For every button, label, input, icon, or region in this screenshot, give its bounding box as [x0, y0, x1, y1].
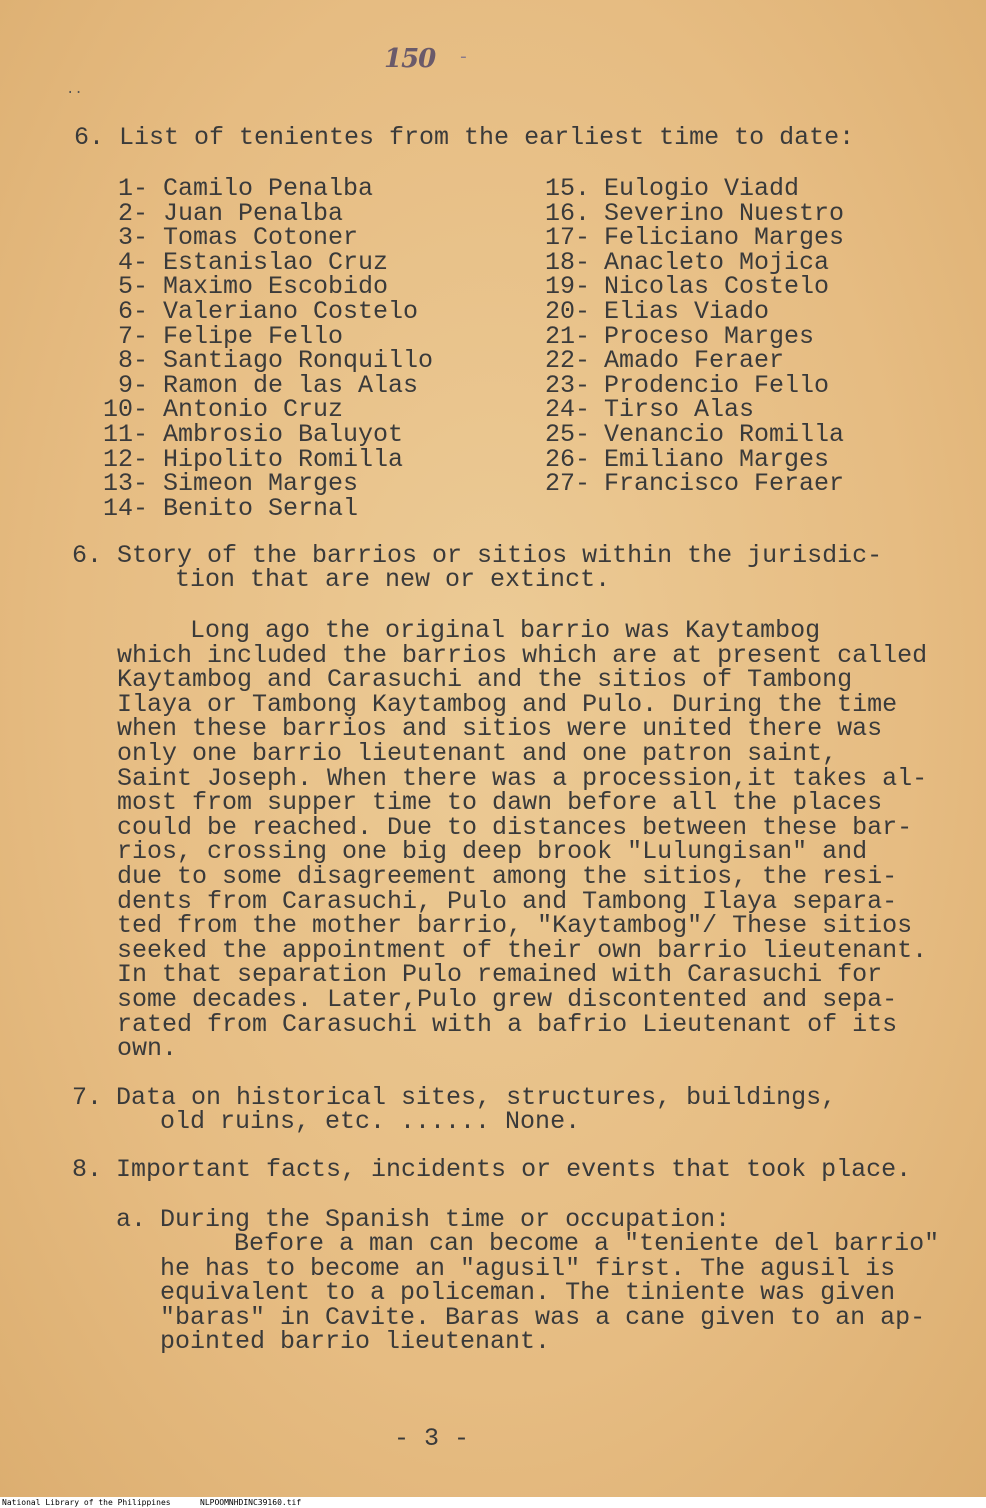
teniente-number: 21-	[544, 321, 590, 351]
teniente-number: 18-	[544, 247, 590, 277]
teniente-name: Juan Penalba	[163, 198, 344, 228]
paragraph-line: Ilaya or Tambong Kaytambog and Pulo. During the time	[117, 689, 898, 719]
subsection-heading: During the Spanish time or occupation:	[160, 1205, 731, 1234]
section-line: old ruins, etc. ...... None.	[160, 1107, 581, 1136]
teniente-name: Anacleto Mojica	[604, 247, 830, 277]
handwritten-page-mark: 150	[384, 44, 436, 74]
teniente-number: 17-	[544, 223, 590, 253]
paragraph-line: only one barrio lieutenant and one patron saint,	[117, 739, 838, 768]
archive-filename: NLPOOMNHDINC39160.tif	[200, 1498, 302, 1507]
teniente-name: Amado Feraer	[604, 346, 785, 376]
teniente-name: Estanislao Cruz	[163, 247, 389, 277]
teniente-number: 16.	[544, 198, 590, 228]
teniente-name: Simeon Marges	[163, 469, 359, 499]
teniente-number: 14-	[102, 493, 148, 523]
paragraph-line: seeked the appointment of their own barrio lieutenant.	[117, 935, 928, 965]
teniente-name: Prodencio Fello	[604, 370, 830, 400]
paragraph-line: Kaytambog and Carasuchi and the sitios of Tambong	[117, 665, 853, 695]
stray-dots: ..	[66, 82, 83, 98]
paragraph-line: most from supper time to dawn before all the places	[117, 788, 883, 818]
teniente-name: Proceso Marges	[604, 321, 815, 351]
teniente-number: 1-	[117, 174, 148, 203]
paragraph-line: he has to become an "agusil" first. The agusil is	[160, 1253, 896, 1283]
paragraph-line: Long ago the original barrio was Kaytambog	[190, 616, 821, 645]
teniente-number: 6-	[117, 297, 148, 326]
paragraph-line: dents from Carasuchi, Pulo and Tambong Ilaya separa-	[117, 886, 898, 916]
teniente-number: 5-	[117, 272, 148, 302]
subsection-label: a.	[116, 1205, 147, 1234]
archive-footer-strip	[0, 1497, 986, 1508]
paragraph-line: own.	[117, 1034, 178, 1064]
teniente-number: 15.	[544, 174, 590, 203]
section-number: 6.	[74, 123, 105, 152]
paragraph-line: ted from the mother barrio, "Kaytambog"/ These sitios	[117, 911, 913, 941]
paragraph-line: which included the barrios which are at present called	[117, 640, 928, 670]
paragraph-line: "baras" in Cavite. Baras was a cane given to an ap-	[160, 1302, 926, 1332]
teniente-number: 24-	[544, 395, 590, 425]
paragraph-line: rios, crossing one big deep brook "Lulungisan" and	[117, 837, 868, 867]
teniente-name: Tirso Alas	[604, 395, 755, 425]
paragraph-line: could be reached. Due to distances between these bar-	[117, 812, 913, 842]
teniente-number: 20-	[544, 297, 590, 326]
teniente-number: 9-	[117, 370, 148, 400]
section-number: 7.	[72, 1083, 103, 1112]
section-heading: List of tenientes from the earliest time to date:	[119, 123, 855, 152]
paragraph-line: some decades. Later,Pulo grew discontented and sepa-	[117, 985, 898, 1014]
teniente-name: Elias Viado	[604, 297, 770, 326]
teniente-number: 10-	[102, 395, 148, 425]
paragraph-line: Saint Joseph. When there was a procession,it takes al-	[117, 763, 928, 793]
teniente-name: Hipolito Romilla	[163, 444, 404, 474]
section-number: 8.	[72, 1155, 103, 1184]
paragraph-line: due to some disagreement among the sitios, the resi-	[117, 862, 898, 891]
teniente-number: 27-	[544, 469, 590, 499]
teniente-name: Camilo Penalba	[163, 174, 374, 203]
paragraph-line: equivalent to a policeman. The tiniente was given	[160, 1278, 896, 1308]
teniente-number: 12-	[102, 444, 148, 474]
teniente-name: Maximo Escobido	[163, 272, 389, 302]
teniente-name: Venancio Romilla	[604, 420, 845, 449]
teniente-number: 8-	[117, 346, 148, 376]
teniente-number: 25-	[544, 420, 590, 449]
paragraph-line: pointed barrio lieutenant.	[160, 1327, 551, 1357]
teniente-name: Severino Nuestro	[604, 198, 845, 228]
teniente-number: 19-	[544, 272, 590, 302]
teniente-name: Ambrosio Baluyot	[163, 420, 404, 449]
teniente-name: Felipe Fello	[163, 321, 344, 351]
teniente-number: 26-	[544, 444, 590, 474]
page-number: - 3 -	[394, 1424, 470, 1453]
section-heading-line: Story of the barrios or sitios within the jurisdic-	[117, 541, 883, 570]
section-heading: Important facts, incidents or events that took place.	[116, 1155, 912, 1184]
paragraph-line: rated from Carasuchi with a bafrio Lieutenant of its	[117, 1009, 898, 1039]
teniente-number: 23-	[544, 370, 590, 400]
teniente-name: Eulogio Viadd	[604, 174, 800, 203]
handwritten-dash: -	[458, 48, 469, 68]
archive-source: National Library of the Philippines	[2, 1498, 171, 1507]
section-line: Data on historical sites, structures, buildings,	[116, 1083, 837, 1112]
teniente-name: Ramon de las Alas	[163, 370, 419, 400]
teniente-name: Nicolas Costelo	[604, 272, 830, 302]
teniente-number: 22-	[544, 346, 590, 376]
section-number: 6.	[72, 541, 103, 570]
teniente-number: 3-	[117, 223, 148, 253]
teniente-name: Francisco Feraer	[604, 469, 845, 499]
section-heading-line: tion that are new or extinct.	[175, 565, 611, 594]
teniente-number: 13-	[102, 469, 148, 499]
teniente-name: Antonio Cruz	[163, 395, 344, 425]
teniente-name: Emiliano Marges	[604, 444, 830, 474]
teniente-number: 11-	[102, 420, 148, 449]
teniente-number: 2-	[117, 198, 148, 228]
paragraph-line: when these barrios and sitios were united there was	[117, 714, 883, 744]
teniente-name: Santiago Ronquillo	[163, 346, 434, 376]
teniente-number: 4-	[117, 247, 148, 277]
teniente-name: Benito Sernal	[163, 493, 359, 523]
paragraph-line: Before a man can become a "teniente del barrio"	[234, 1229, 940, 1258]
teniente-name: Valeriano Costelo	[163, 297, 419, 326]
teniente-number: 7-	[117, 321, 148, 351]
teniente-name: Feliciano Marges	[604, 223, 845, 253]
teniente-name: Tomas Cotoner	[163, 223, 359, 253]
paragraph-line: In that separation Pulo remained with Carasuchi for	[117, 960, 883, 990]
